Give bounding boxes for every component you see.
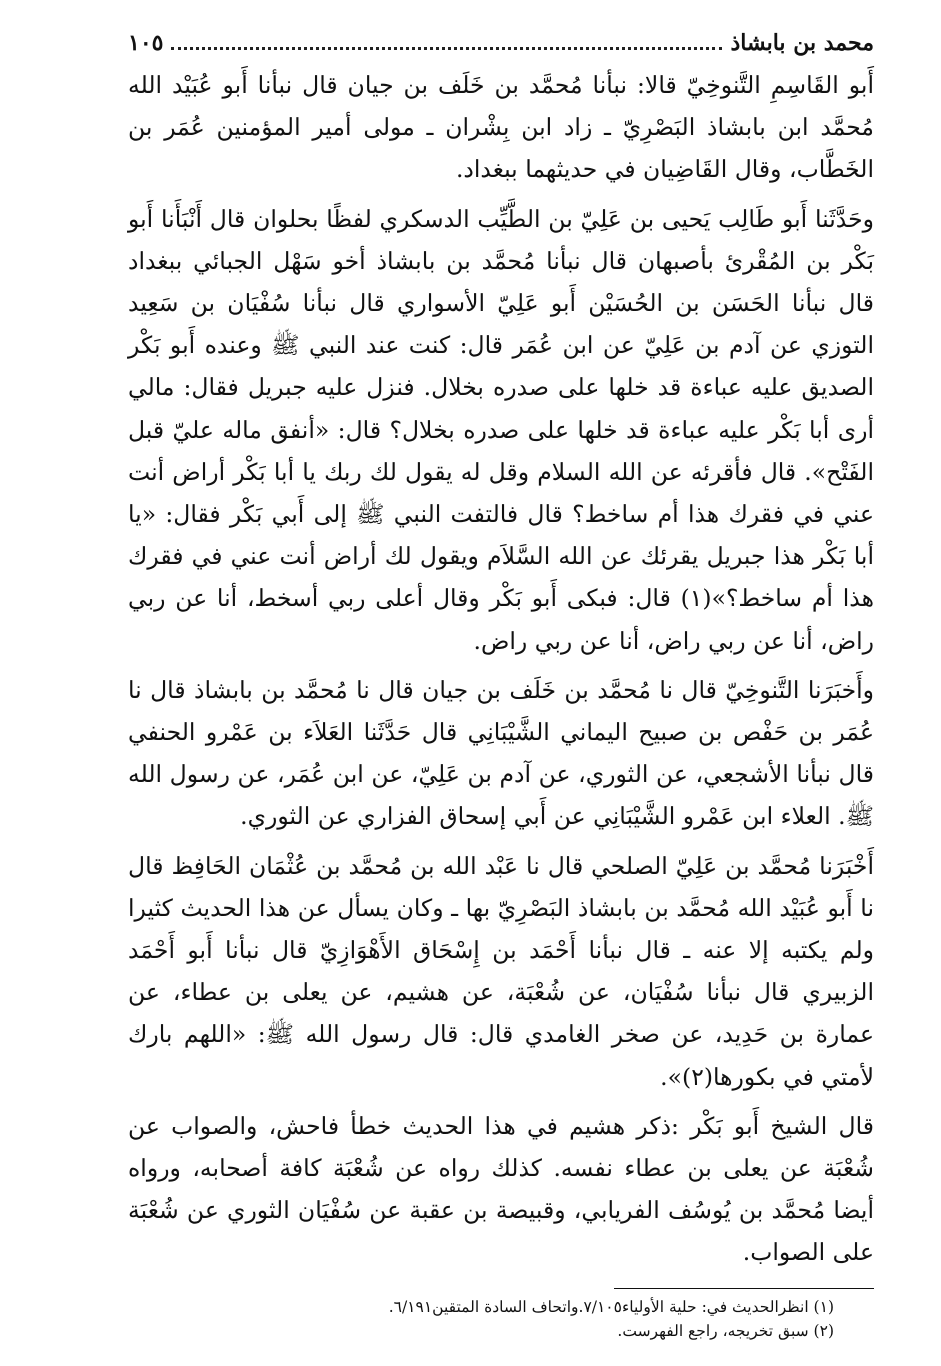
paragraph-1: أَبو القَاسِمِ التَّنوخِيّ قالا: نبأنا مُحمَّد بن خَلَف بن جيان قال نبأنا أَبو عُبَيْد الله مُحمَّد ابن بابشاذ البَصْرِيّ ـ زاد ابن بِشْران ـ مولى أمير المؤمنين عُمَر بن الخَطَّاب، وقال القَاضِيان في حديثهما ببغداد.	[128, 71, 874, 184]
running-title: محمد بن بابشاذ	[730, 30, 874, 56]
footnote-1: (١) انظرالحديث في: حلية الأولياء٧/١٠٥.واتحاف السادة المتقين٦/١٩١.	[388, 1297, 834, 1316]
book-page	[128, 30, 874, 1343]
header-dot-leader	[171, 47, 722, 50]
paragraph-2: وحَدَّثَنا أَبو طَالِب يَحيى بن عَلِيّ بن الطَّيِّب الدسكري لفظًا بحلوان قال أَنْبَأَنا أَبو بَكْر بن المُقْرئ بأصبهان قال نبأنا مُحمَّد بن بابشاذ أخو سَهْل الجبائي ببغداد قال نبأنا الحَسَن بن الحُسَيْن أَبو عَلِيّ الأسواري قال نبأنا سُفْيَان بن سَعِيد التوزي عن آدم بن عَلِيّ عن ابن عُمَر قال: كنت عند النبي ﷺ وعنده أَبو بَكْر الصديق عليه عباءة قد خلها على صدره بخلال. فنزل عليه جبريل فقال: مالي أرى أبا بَكْر عليه عباءة قد خلها على صدره بخلال؟ قال: «أنفق ماله عليّ قبل الفَتْح». قال فأقرئه عن الله السلام وقل له يقول لك ربك يا أبا بَكْر أراض أنت عني في فقرك هذا أم ساخط؟ قال فالتفت النبي ﷺ إلى أَبي بَكْر فقال: «يا أبا بَكْر هذا جبريل يقرئك عن الله السَّلاَم ويقول لك أراض أنت عني في فقرك هذا أم ساخط؟»(١) قال: فبكى أَبو بَكْر وقال أعلى ربي أسخط، أنا عن ربي راض، أنا عن ربي راض، أنا عن ربي راض.	[128, 204, 874, 655]
paragraph-3: وأَخبَرَنا التَّنوخِيّ قال نا مُحمَّد بن خَلَف بن جيان قال نا مُحمَّد بن بابشاذ قال نا عُمَر بن حَفْص بن صبيح اليماني الشَّيْبَانِي قال حَدَّثَنا العَلاَء بن عَمْرو الحنفي قال نبأنا الأشجعي، عن الثوري، عن آدم بن عَلِيّ، عن ابن عُمَر، عن رسول الله ﷺ. العلاء ابن عَمْرو الشَّيْبَانِي عن أَبي إسحاق الفزاري عن الثوري.	[128, 675, 874, 831]
paragraph-5: قال الشيخ أَبو بَكْر :ذكر هشيم في هذا الحديث خطأ فاحش، والصواب عن شُعْبَة عن يعلى بن عطاء نفسه. كذلك رواه عن شُعْبَة كافة أصحابه، ورواه أيضا مُحمَّد بن يُوسُف الفريابي، وقبيصة بن عقبة عن سُفْيَان الثوري عن شُعْبَة على الصواب.	[128, 1111, 874, 1267]
footnotes	[128, 1295, 874, 1343]
paragraph-4: أَخْبَرَنا مُحمَّد بن عَلِيّ الصلحي قال نا عَبْد الله بن مُحمَّد بن عُثْمَان الحَافِظ قال نا أَبو عُبَيْد الله مُحمَّد بن بابشاذ البَصْرِيّ بها ـ وكان يسأل عن هذا الحديث كثيرا ولم يكتبه إلا عنه ـ قال نبأنا أَحْمَد بن إِسْحَاق الأَهْوَازِيّ قال نبأنا أَبو أَحْمَد الزبيري قال نبأنا سُفْيَان، عن شُعْبَة، عن هشيم، عن يعلى بن عطاء، عن عمارة بن حَدِيد، عن صخر الغامدي قال: قال رسول الله ﷺ: «اللهم بارك لأمتي في بكورها(٢)».	[128, 851, 874, 1091]
footnote-separator	[614, 1288, 874, 1289]
page-number: ١٠٥	[128, 30, 164, 56]
page-header	[128, 30, 874, 64]
footnote-2: (٢) سبق تخريجه، راجع الفهرست.	[617, 1321, 834, 1340]
